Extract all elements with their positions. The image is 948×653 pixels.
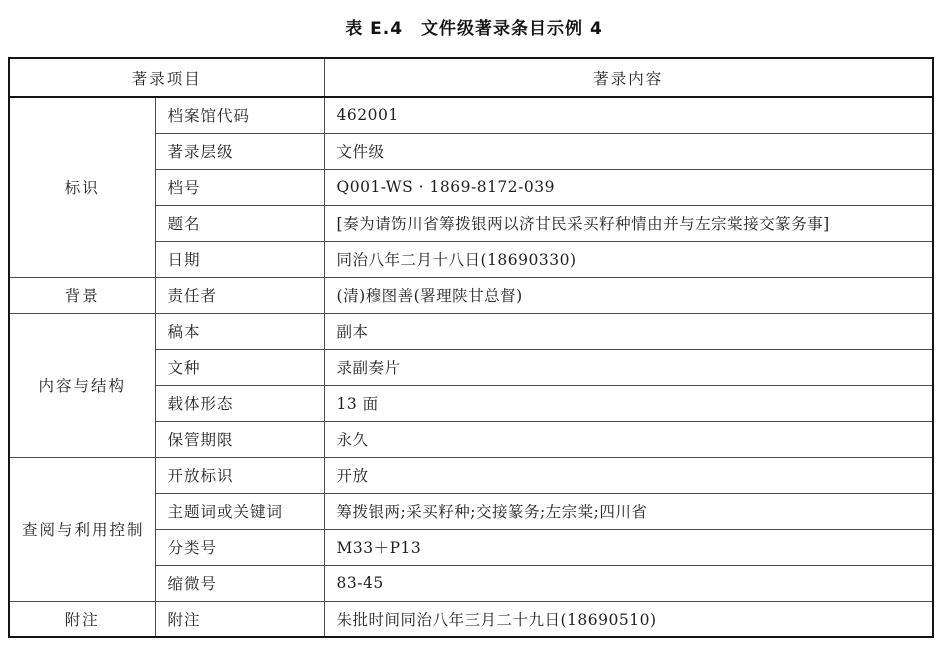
table-row <box>9 313 933 349</box>
field-label-cell: 载体形态 <box>155 385 324 421</box>
table-row <box>9 277 933 313</box>
field-label-cell: 档案馆代码 <box>155 97 324 133</box>
field-label-cell: 主题词或关键词 <box>155 493 324 529</box>
field-label-cell: 保管期限 <box>155 421 324 457</box>
field-value-cell: 开放 <box>324 457 933 493</box>
group-cell-context: 背景 <box>9 277 155 313</box>
group-cell-content-structure: 内容与结构 <box>9 313 155 457</box>
field-value-cell: 筹拨银两;采买籽种;交接篆务;左宗棠;四川省 <box>324 493 933 529</box>
field-value-cell: 文件级 <box>324 133 933 169</box>
field-label-cell: 著录层级 <box>155 133 324 169</box>
group-cell-access-control: 查阅与利用控制 <box>9 457 155 601</box>
field-value-cell: 13 面 <box>324 385 933 421</box>
field-label-cell: 责任者 <box>155 277 324 313</box>
field-label-cell: 缩微号 <box>155 565 324 601</box>
field-value-cell: [奏为请饬川省筹拨银两以济甘民采买籽种情由并与左宗棠接交篆务事] <box>324 205 933 241</box>
field-value-cell: 同治八年二月十八日(18690330) <box>324 241 933 277</box>
field-label-cell: 附注 <box>155 601 324 637</box>
field-value-cell: 录副奏片 <box>324 349 933 385</box>
field-label-cell: 稿本 <box>155 313 324 349</box>
record-table <box>8 57 934 638</box>
table-header-row <box>9 58 933 97</box>
table-row <box>9 601 933 637</box>
field-label-cell: 题名 <box>155 205 324 241</box>
field-value-cell: (清)穆图善(署理陕甘总督) <box>324 277 933 313</box>
field-value-cell: 462001 <box>324 97 933 133</box>
field-value-cell: 副本 <box>324 313 933 349</box>
field-value-cell: Q001-WS · 1869-8172-039 <box>324 169 933 205</box>
field-value-cell: 83-45 <box>324 565 933 601</box>
table-row <box>9 457 933 493</box>
field-value-cell: M33＋P13 <box>324 529 933 565</box>
field-label-cell: 开放标识 <box>155 457 324 493</box>
field-value-cell: 朱批时间同治八年三月二十九日(18690510) <box>324 601 933 637</box>
field-label-cell: 档号 <box>155 169 324 205</box>
table-caption: 表 E.4 文件级著录条目示例 4 <box>345 19 603 39</box>
field-label-cell: 分类号 <box>155 529 324 565</box>
group-cell-identification: 标识 <box>9 97 155 277</box>
header-content-column: 著录内容 <box>324 58 933 97</box>
field-label-cell: 文种 <box>155 349 324 385</box>
field-label-cell: 日期 <box>155 241 324 277</box>
field-value-cell: 永久 <box>324 421 933 457</box>
header-item-column: 著录项目 <box>9 58 324 97</box>
group-cell-notes: 附注 <box>9 601 155 637</box>
table-row <box>9 97 933 133</box>
